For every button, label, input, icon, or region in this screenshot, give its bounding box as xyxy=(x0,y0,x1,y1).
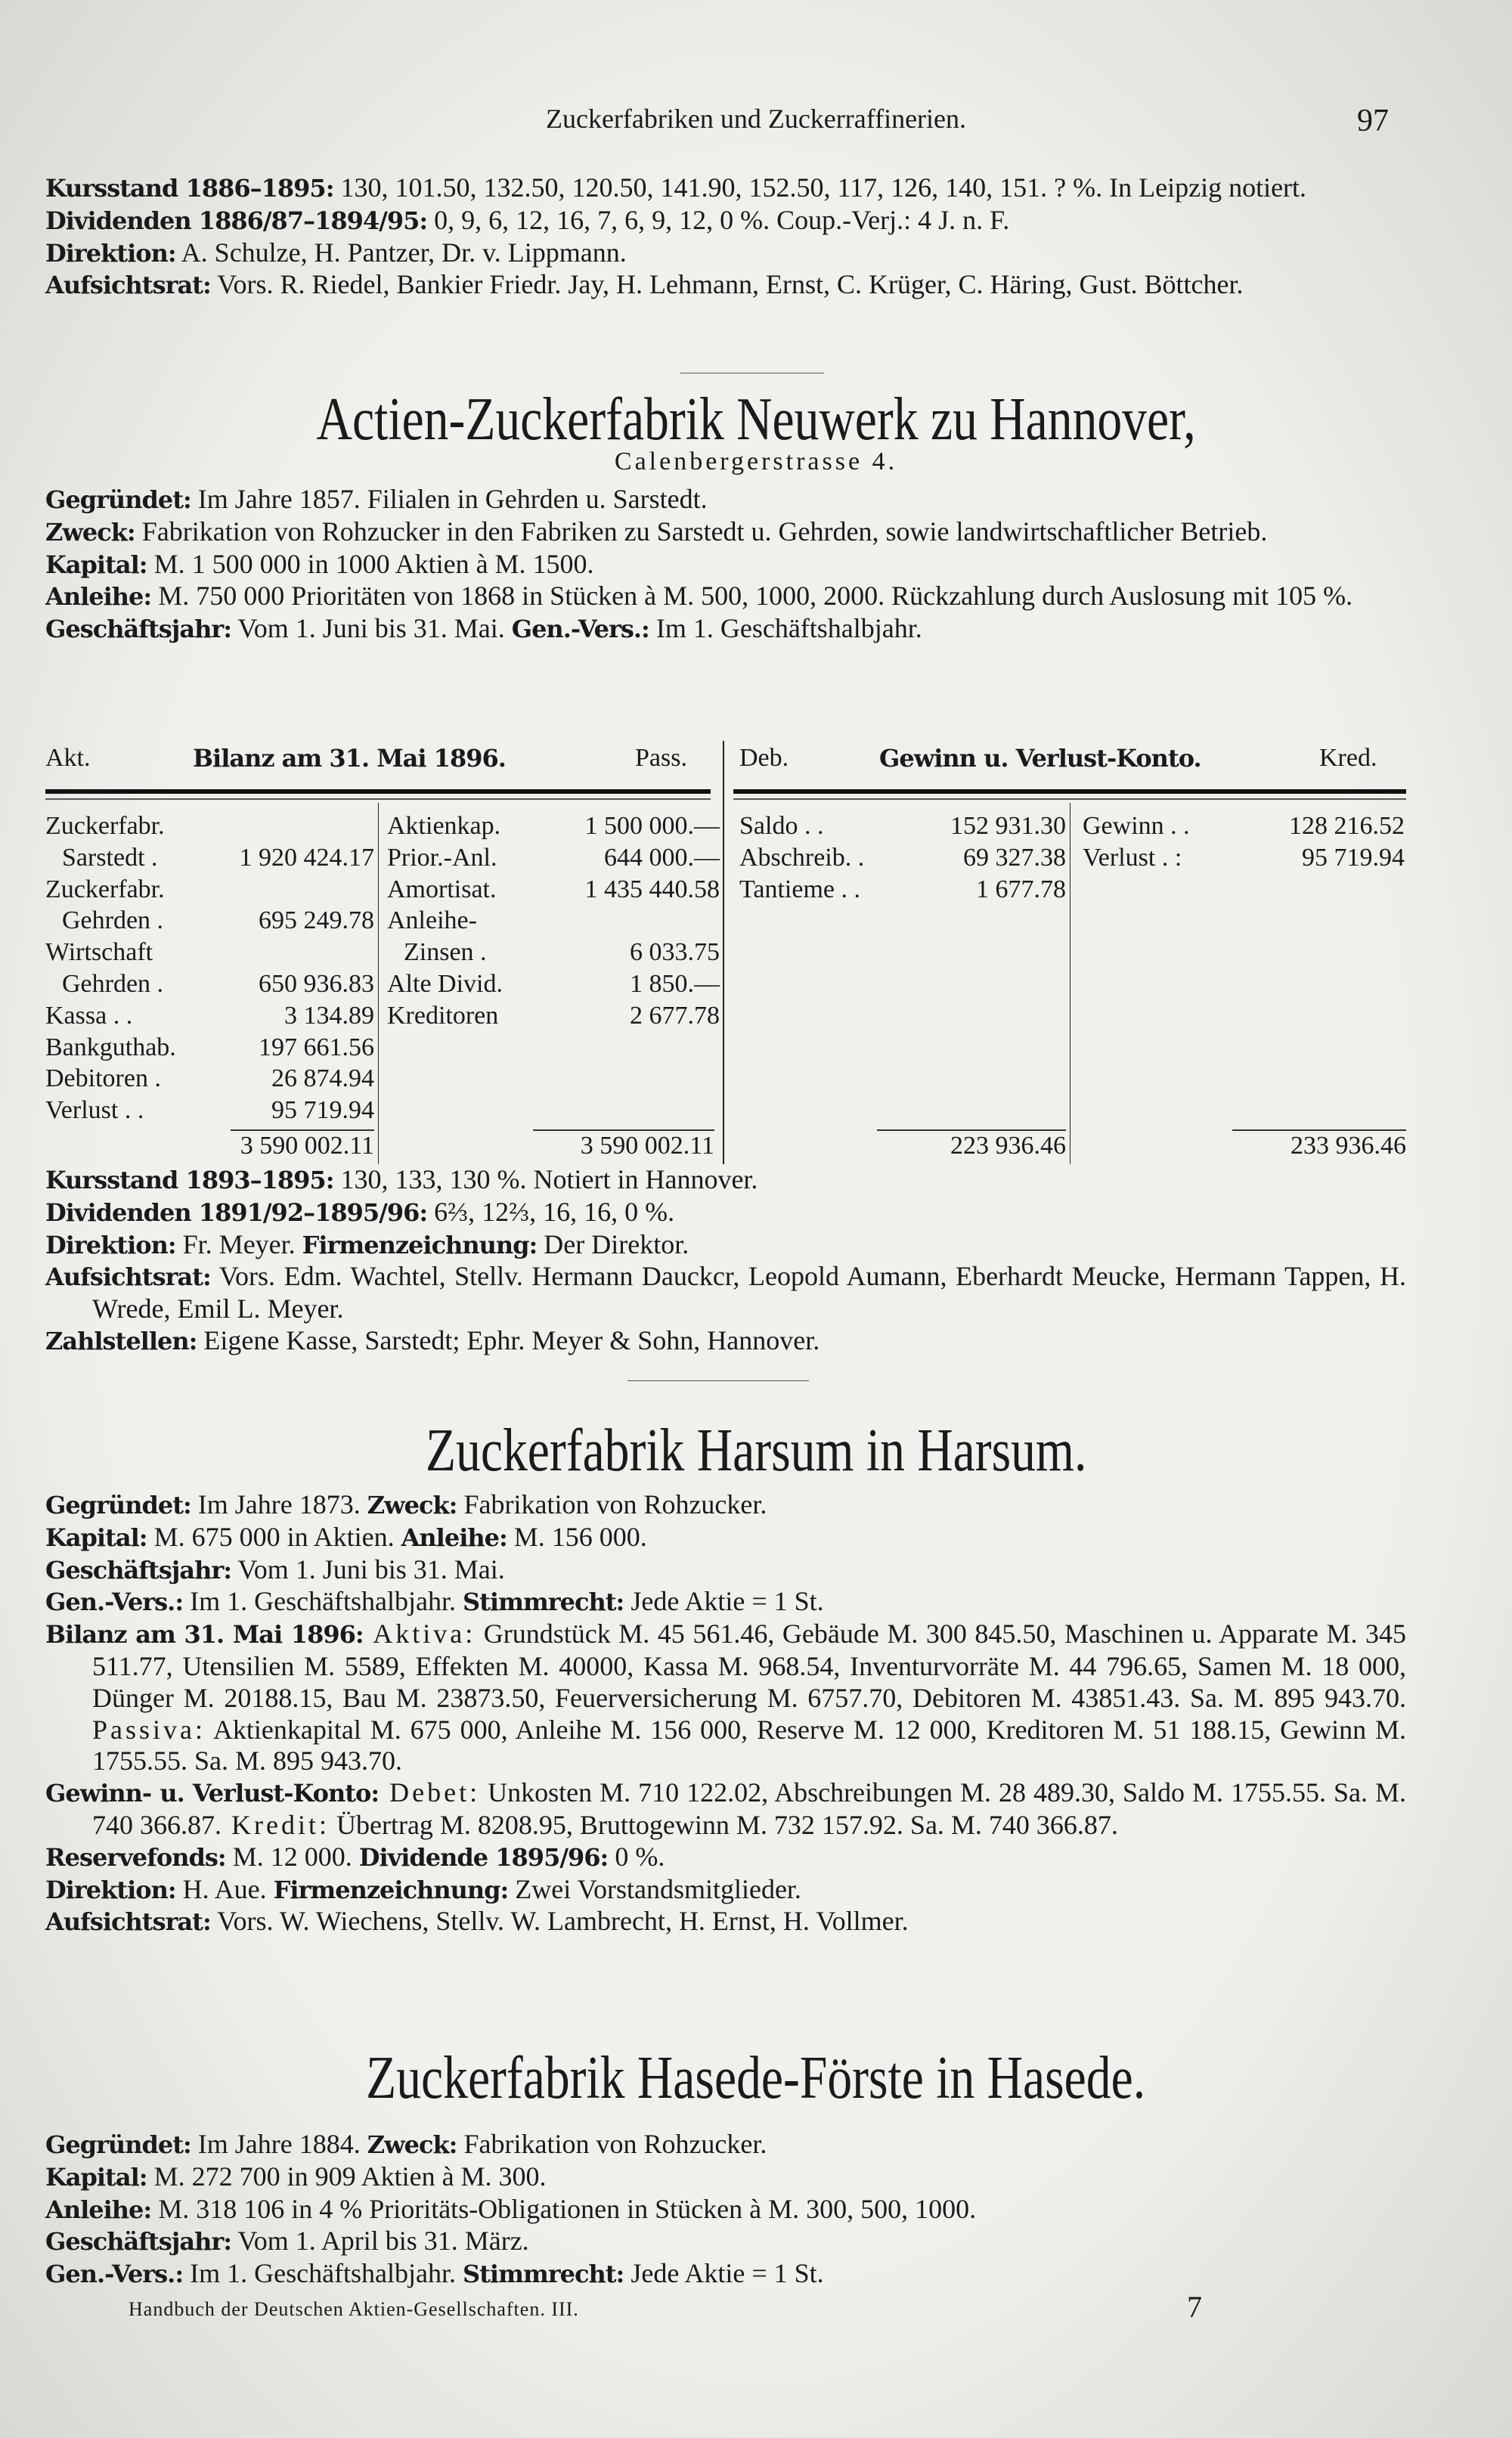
harsum-title: Zuckerfabrik Harsum in Harsum. xyxy=(425,1417,1087,1484)
entry-label: Geschäftsjahr: xyxy=(45,1555,231,1585)
aktiva-label: Sarstedt . xyxy=(62,843,158,872)
aktiva-value: 197 661.56 xyxy=(259,1033,374,1061)
entry-label: Direktion: xyxy=(45,1875,176,1904)
entry-label: Firmenzeichnung: xyxy=(302,1230,538,1259)
entry-label: Gegründet: xyxy=(45,1491,191,1519)
aktiva-value: 26 874.94 xyxy=(271,1064,374,1093)
entry-label: Zweck: xyxy=(45,517,135,547)
entry-text: 130, 101.50, 132.50, 120.50, 141.90, 152.50, 117, 126, 140, 151. ? %. In Leipzig notiert. xyxy=(333,172,1307,203)
entry-text: Eigene Kasse, Sarstedt; Ephr. Meyer & Sohn, Hannover. xyxy=(197,1324,820,1355)
double-rule xyxy=(45,798,711,800)
double-rule xyxy=(45,789,711,794)
aktiva-total: 3 590 002.11 xyxy=(231,1129,374,1161)
entry-sublabel: Debet: xyxy=(379,1777,481,1808)
divider xyxy=(627,1380,809,1381)
aktiva-label: Wirtschaft xyxy=(45,938,153,967)
entry-text: Im 1. Geschäftshalbjahr. xyxy=(183,2258,463,2289)
passiva-label: Zinsen . xyxy=(404,938,487,967)
entry-label: Dividenden 1891/92–1895/96: xyxy=(45,1197,428,1227)
entry-text: M. 272 700 in 909 Aktien à M. 300. xyxy=(147,2161,547,2192)
entry-text: Fr. Meyer. xyxy=(175,1228,302,1259)
entry-sublabel: Aktiva: xyxy=(363,1619,476,1650)
aktiva-label: Zuckerfabr. xyxy=(45,812,165,840)
entry-label: Reservefonds: xyxy=(45,1842,226,1872)
entry-label: Firmenzeichnung: xyxy=(273,1875,509,1904)
passiva-value: 1 850.— xyxy=(630,970,720,998)
entry-paragraph xyxy=(45,1522,1406,1554)
kredit-label: Gewinn . . xyxy=(1083,812,1190,840)
entry-text: Vors. R. Riedel, Bankier Friedr. Jay, H. Lehmann, Ernst, C. Krüger, C. Häring, Gust. Böttcher. xyxy=(210,269,1244,300)
debet-value: 69 327.38 xyxy=(963,843,1066,872)
entry-label: Geschäftsjahr: xyxy=(45,2227,231,2257)
debet-value: 152 931.30 xyxy=(950,812,1066,840)
debet-label: Abschreib. . xyxy=(739,843,865,872)
entry-label: Dividende 1895/96: xyxy=(358,1842,609,1872)
entry-text: Vom 1. Juni bis 31. Mai. xyxy=(231,1554,505,1585)
debet-total: 223 936.46 xyxy=(877,1129,1066,1161)
passiva-label: Kreditoren xyxy=(387,1001,499,1030)
passiva-value: 2 677.78 xyxy=(630,1001,720,1030)
entry-text: Grundstück M. 45 561.46, Gebäude M. 300 845.50, Maschinen u. Apparate M. 345 511.77, Utensilien M. 5589, Effekten M. 40000, Kassa M. 968.54, Inventurvorräte M. 44 796.65, Samen M. 18 000, Dünger M. 20188.15, Bau M. 23873.50, Feuerversicherung M. 6757.70, Debitoren M. 43851.43. Sa. M. 895 943.70. xyxy=(92,1619,1406,1713)
entry-text: 0, 9, 6, 12, 16, 7, 6, 9, 12, 0 %. Coup.-Verj.: 4 J. n. F. xyxy=(427,204,1010,235)
deb-label: Deb. xyxy=(739,744,789,772)
passiva-label: Prior.-Anl. xyxy=(387,843,497,872)
neuwerk-address: Calenbergerstrasse 4. xyxy=(614,448,898,476)
entry-paragraph xyxy=(45,237,1406,270)
entry-label: Zweck: xyxy=(367,2130,457,2159)
entry-text: Jede Aktie = 1 St. xyxy=(624,1586,824,1617)
aktiva-label: Kassa . . xyxy=(45,1001,133,1030)
entry-label: Aufsichtsrat: xyxy=(45,271,211,300)
entry-paragraph xyxy=(45,581,1406,613)
passiva-label: Aktienkap. xyxy=(387,812,501,840)
entry-text: Übertrag M. 8208.95, Bruttogewinn M. 732 157.92. Sa. M. 740 366.87. xyxy=(329,1809,1118,1840)
entry-label: Kapital: xyxy=(45,2162,147,2192)
entry-paragraph xyxy=(45,2161,1406,2194)
entry-paragraph xyxy=(45,1261,1406,1325)
entry-label: Zahlstellen: xyxy=(45,1326,197,1355)
entry-label: Anleihe: xyxy=(45,2195,152,2224)
passiva-label: Anleihe- xyxy=(387,906,477,935)
entry-label: Bilanz am 31. Mai 1896: xyxy=(45,1620,364,1650)
entry-text: Im Jahre 1873. xyxy=(191,1489,367,1519)
entry-text: Vom 1. Juni bis 31. Mai. xyxy=(231,613,512,644)
neuwerk-after-entries xyxy=(45,1164,1406,1358)
debet-label: Saldo . . xyxy=(739,812,824,840)
double-rule xyxy=(733,789,1406,794)
entry-text: 130, 133, 130 %. Notiert in Hannover. xyxy=(333,1164,758,1194)
center-divider xyxy=(723,741,724,1164)
entry-text: H. Aue. xyxy=(175,1873,274,1904)
entry-label: Direktion: xyxy=(45,1230,176,1259)
aktiva-label: Debitoren . xyxy=(45,1064,161,1093)
entry-text: M. 318 106 in 4 % Prioritäts-Obligationen in Stücken à M. 300, 500, 1000. xyxy=(151,2193,977,2224)
entry-paragraph xyxy=(45,172,1406,205)
passiva-value: 1 500 000.— xyxy=(584,812,720,840)
entry-label: Kapital: xyxy=(45,550,147,579)
entry-text: Aktienkapital M. 675 000, Anleihe M. 156 000, Reserve M. 12 000, Kreditoren M. 51 188.15, Gewinn M. 1755.55. Sa. M. 895 943.70. xyxy=(92,1714,1406,1777)
entry-text: Der Direktor. xyxy=(537,1228,689,1259)
entry-text: M. 156 000. xyxy=(507,1521,647,1552)
bilanz-title: Bilanz am 31. Mai 1896. xyxy=(193,744,506,773)
entry-label: Stimmrecht: xyxy=(463,1588,624,1617)
entry-label: Gewinn- u. Verlust-Konto: xyxy=(45,1779,380,1808)
kredit-value: 95 719.94 xyxy=(1302,843,1405,872)
entry-text: Zwei Vorstandsmitglieder. xyxy=(508,1873,801,1904)
kredit-value: 128 216.52 xyxy=(1289,812,1405,840)
passiva-value: 6 033.75 xyxy=(630,938,720,967)
debet-label: Tantieme . . xyxy=(739,875,861,903)
entry-paragraph xyxy=(45,1164,1406,1197)
page-number: 97 xyxy=(1357,104,1389,138)
aktiva-label: Verlust . . xyxy=(45,1096,144,1125)
passiva-label: Amortisat. xyxy=(387,875,497,903)
signature-mark: 7 xyxy=(1187,2290,1202,2324)
kred-label: Kred. xyxy=(1319,744,1377,772)
pass-label: Pass. xyxy=(635,744,687,772)
entry-label: Stimmrecht: xyxy=(463,2260,624,2289)
entry-paragraph xyxy=(45,2194,1406,2226)
entry-label: Zweck: xyxy=(367,1491,457,1519)
aktiva-label: Gehrden . xyxy=(62,906,164,935)
entry-text: M. 1 500 000 in 1000 Aktien à M. 1500. xyxy=(147,548,594,579)
neuwerk-title: Actien-Zuckerfabrik Neuwerk zu Hannover, xyxy=(316,386,1196,453)
entry-paragraph xyxy=(45,2226,1406,2258)
entry-paragraph xyxy=(45,1586,1406,1619)
entry-label: Dividenden 1886/87–1894/95: xyxy=(45,206,428,235)
entry-paragraph xyxy=(45,516,1406,549)
entry-text: Jede Aktie = 1 St. xyxy=(624,2258,824,2289)
entry-paragraph xyxy=(45,1619,1406,1777)
aktiva-label: Bankguthab. xyxy=(45,1033,176,1061)
entry-paragraph xyxy=(45,484,1406,516)
entry-paragraph xyxy=(45,1489,1406,1522)
column-divider xyxy=(378,803,379,1164)
header-title: Zuckerfabriken und Zuckerraffinerien. xyxy=(545,104,967,134)
entry-sublabel: Kredit: xyxy=(222,1809,330,1840)
entry-text: Vors. W. Wiechens, Stellv. W. Lambrecht, H. Ernst, H. Vollmer. xyxy=(210,1906,909,1937)
entry-text: 0 %. xyxy=(608,1841,665,1872)
entry-text: Fabrikation von Rohzucker in den Fabriken zu Sarstedt u. Gehrden, sowie landwirtschaftlicher Betrieb. xyxy=(135,516,1268,547)
entry-label: Gen.-Vers.: xyxy=(45,2260,184,2289)
entry-paragraph xyxy=(45,613,1406,646)
entry-label: Gegründet: xyxy=(45,485,191,514)
entry-paragraph xyxy=(45,1874,1406,1907)
passiva-label: Alte Divid. xyxy=(387,970,503,998)
debet-value: 1 677.78 xyxy=(976,875,1066,903)
passiva-value: 644 000.— xyxy=(604,843,720,872)
entry-paragraph xyxy=(45,2129,1406,2161)
harsum-entries xyxy=(45,1489,1406,1938)
entry-paragraph xyxy=(45,1197,1406,1229)
entry-text: Im 1. Geschäftshalbjahr. xyxy=(649,613,922,644)
entry-label: Gegründet: xyxy=(45,2130,191,2159)
entry-paragraph xyxy=(45,1777,1406,1842)
aktiva-value: 3 134.89 xyxy=(284,1001,374,1030)
entry-paragraph xyxy=(45,2258,1406,2291)
neuwerk-entries xyxy=(45,484,1406,646)
entry-paragraph xyxy=(45,269,1406,302)
entry-text: Unkosten M. 710 122.02, Abschreibungen M. 28 489.30, Saldo M. 1755.55. Sa. M. 740 366.87. xyxy=(92,1777,1406,1840)
entry-text: Im Jahre 1884. xyxy=(191,2129,367,2159)
section0-entries xyxy=(45,172,1406,302)
hasede-title: Zuckerfabrik Hasede-Förste in Hasede. xyxy=(366,2045,1146,2111)
aktiva-label: Zuckerfabr. xyxy=(45,875,165,903)
akt-label: Akt. xyxy=(45,744,91,772)
aktiva-label: Gehrden . xyxy=(62,970,164,998)
entry-text: Im 1. Geschäftshalbjahr. xyxy=(183,1586,463,1617)
entry-paragraph xyxy=(45,1229,1406,1262)
entry-paragraph xyxy=(45,1325,1406,1358)
aktiva-value: 695 249.78 xyxy=(259,906,374,935)
kredit-total: 233 936.46 xyxy=(1232,1129,1406,1161)
kredit-label: Verlust . : xyxy=(1083,843,1182,872)
entry-label: Kursstand 1893–1895: xyxy=(45,1166,334,1194)
entry-text: A. Schulze, H. Pantzer, Dr. v. Lippmann. xyxy=(175,237,627,268)
aktiva-value: 95 719.94 xyxy=(271,1096,374,1125)
passiva-value: 1 435 440.58 xyxy=(584,875,720,903)
entry-label: Aufsichtsrat: xyxy=(45,1907,211,1937)
aktiva-value: 1 920 424.17 xyxy=(239,843,374,872)
entry-label: Gen.-Vers.: xyxy=(511,615,649,644)
entry-paragraph xyxy=(45,1842,1406,1874)
entry-text: Vors. Edm. Wachtel, Stellv. Hermann Dauckcr, Leopold Aumann, Eberhardt Meucke, Hermann Tappen, H. Wrede, Emil L. Meyer. xyxy=(92,1261,1406,1324)
entry-text: M. 675 000 in Aktien. xyxy=(147,1521,401,1552)
entry-text: Im Jahre 1857. Filialen in Gehrden u. Sarstedt. xyxy=(191,484,708,514)
entry-label: Kapital: xyxy=(45,1523,147,1552)
entry-paragraph xyxy=(45,1906,1406,1938)
entry-label: Anleihe: xyxy=(401,1523,507,1552)
passiva-total: 3 590 002.11 xyxy=(533,1129,714,1161)
entry-paragraph xyxy=(45,1554,1406,1587)
aktiva-value: 650 936.83 xyxy=(259,970,374,998)
entry-text: M. 12 000. xyxy=(225,1841,359,1872)
double-rule xyxy=(733,798,1406,800)
entry-text: Vom 1. April bis 31. März. xyxy=(231,2226,529,2257)
entry-label: Direktion: xyxy=(45,238,176,268)
entry-text: Fabrikation von Rohzucker. xyxy=(457,2129,767,2159)
entry-label: Kursstand 1886–1895: xyxy=(45,174,334,203)
entry-label: Aufsichtsrat: xyxy=(45,1262,211,1292)
gv-title: Gewinn u. Verlust-Konto. xyxy=(879,744,1201,773)
hasede-entries xyxy=(45,2129,1406,2291)
footer-text: Handbuch der Deutschen Aktien-Gesellschaften. III. xyxy=(129,2298,579,2320)
balance-tables xyxy=(45,741,1406,1164)
entry-label: Geschäftsjahr: xyxy=(45,615,231,644)
entry-sublabel: Passiva: xyxy=(92,1714,206,1745)
entry-paragraph xyxy=(45,549,1406,581)
entry-text: M. 750 000 Prioritäten von 1868 in Stücken à M. 500, 1000, 2000. Rückzahlung durch Auslosung mit 105 %. xyxy=(151,581,1353,612)
entry-label: Gen.-Vers.: xyxy=(45,1588,184,1617)
entry-paragraph xyxy=(45,205,1406,237)
entry-text: Fabrikation von Rohzucker. xyxy=(457,1489,767,1519)
entry-text: 6⅔, 12⅔, 16, 16, 0 %. xyxy=(427,1196,675,1227)
entry-label: Anleihe: xyxy=(45,582,152,612)
